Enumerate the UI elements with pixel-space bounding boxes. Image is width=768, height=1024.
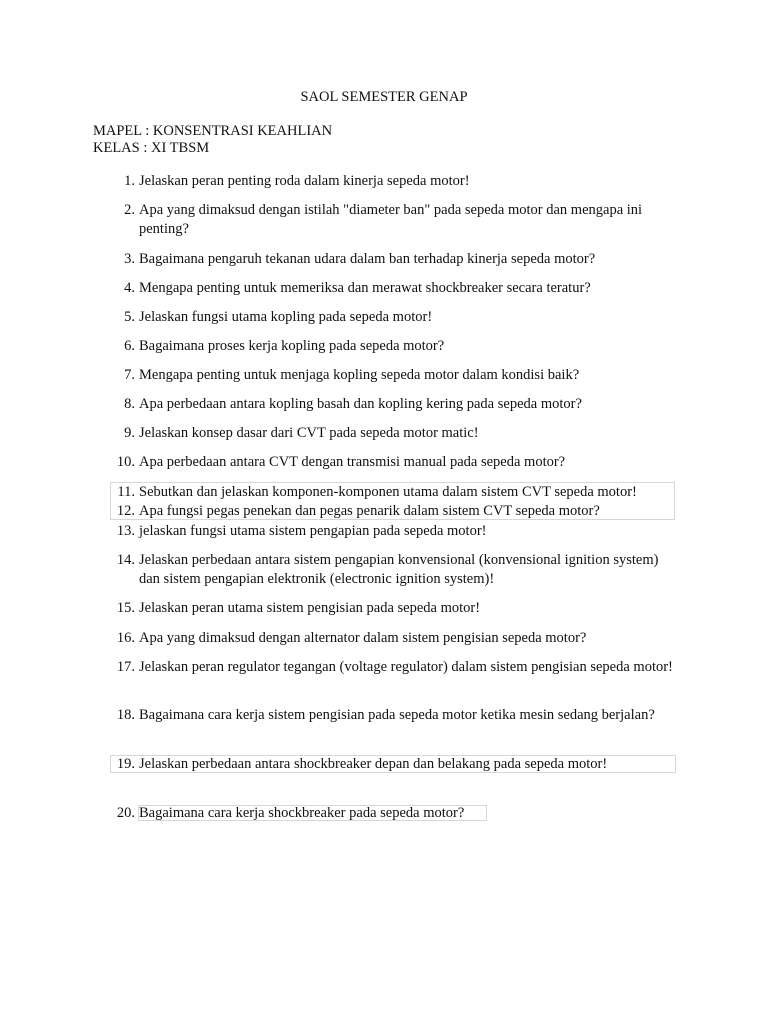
question-text: Jelaskan fungsi utama kopling pada sepeda motor!	[139, 309, 433, 325]
question-text: Apa yang dimaksud dengan istilah "diameter ban" pada sepeda motor dan mengapa ini penting?	[139, 202, 643, 237]
question-item	[93, 706, 673, 725]
document-title: SAOL SEMESTER GENAP	[300, 89, 468, 105]
question-text: Bagaimana cara kerja shockbreaker pada sepeda motor?	[139, 805, 465, 821]
question-item	[93, 804, 673, 823]
question-item	[93, 250, 673, 269]
question-item	[93, 395, 673, 414]
question-number: 7.	[124, 367, 135, 383]
question-number: 16.	[116, 630, 135, 646]
question-item	[93, 522, 673, 541]
question-item	[93, 366, 673, 385]
question-text: Bagaimana proses kerja kopling pada sepeda motor?	[139, 338, 445, 354]
question-text: Apa perbedaan antara CVT dengan transmisi manual pada sepeda motor?	[139, 454, 566, 470]
question-number: 8.	[124, 396, 135, 412]
question-number: 20.	[116, 805, 135, 821]
question-number: 2.	[124, 202, 135, 218]
question-number: 18.	[116, 707, 135, 723]
question-text: Apa perbedaan antara kopling basah dan kopling kering pada sepeda motor?	[139, 396, 582, 412]
question-number: 11.	[117, 484, 135, 500]
question-item	[93, 279, 673, 298]
question-text: Apa yang dimaksud dengan alternator dalam sistem pengisian sepeda motor?	[139, 630, 587, 646]
question-text: Mengapa penting untuk menjaga kopling sepeda motor dalam kondisi baik?	[139, 367, 580, 383]
question-item	[93, 551, 673, 589]
question-text: Jelaskan perbedaan antara sistem pengapian konvensional (konvensional ignition system) dan sistem pengapian elektronik (electronic ignition system)!	[139, 552, 659, 587]
question-number: 12.	[116, 503, 135, 519]
question-text: Bagaimana cara kerja sistem pengisian pada sepeda motor ketika mesin sedang berjalan?	[139, 707, 655, 723]
question-number: 5.	[124, 309, 135, 325]
question-item	[93, 629, 673, 648]
question-number: 3.	[124, 251, 135, 267]
question-number: 19.	[116, 756, 135, 772]
question-item	[93, 599, 673, 618]
question-number: 17.	[116, 659, 135, 675]
question-number: 9.	[124, 425, 135, 441]
question-number: 10.	[116, 454, 135, 470]
question-text: Apa fungsi pegas penekan dan pegas penarik dalam sistem CVT sepeda motor?	[139, 503, 600, 519]
question-item	[93, 755, 673, 774]
question-text: Sebutkan dan jelaskan komponen-komponen utama dalam sistem CVT sepeda motor!	[139, 484, 637, 500]
question-item	[93, 483, 673, 502]
question-text: Jelaskan peran utama sistem pengisian pada sepeda motor!	[139, 600, 481, 616]
question-text: Jelaskan konsep dasar dari CVT pada sepeda motor matic!	[139, 425, 479, 441]
question-text: Mengapa penting untuk memeriksa dan merawat shockbreaker secara teratur?	[139, 280, 591, 296]
question-item	[93, 424, 673, 443]
question-item	[93, 453, 673, 472]
question-text: Jelaskan peran penting roda dalam kinerja sepeda motor!	[139, 173, 470, 189]
question-text: Bagaimana pengaruh tekanan udara dalam ban terhadap kinerja sepeda motor?	[139, 251, 596, 267]
question-text: jelaskan fungsi utama sistem pengapian pada sepeda motor!	[139, 523, 487, 539]
question-text: Jelaskan peran regulator tegangan (voltage regulator) dalam sistem pengisian sepeda motor!	[139, 659, 673, 675]
question-number: 13.	[116, 523, 135, 539]
class-line: KELAS : XI TBSM	[93, 140, 210, 156]
question-item	[93, 658, 673, 677]
question-item	[93, 502, 673, 521]
subject-line: MAPEL : KONSENTRASI KEAHLIAN	[93, 123, 333, 139]
question-text: Jelaskan perbedaan antara shockbreaker depan dan belakang pada sepeda motor!	[139, 756, 608, 772]
question-number: 1.	[124, 173, 135, 189]
question-item	[93, 337, 673, 356]
question-item	[93, 308, 673, 327]
question-number: 4.	[124, 280, 135, 296]
question-number: 15.	[116, 600, 135, 616]
question-number: 6.	[124, 338, 135, 354]
question-item	[93, 201, 673, 239]
question-item	[93, 172, 673, 191]
question-number: 14.	[116, 552, 135, 568]
